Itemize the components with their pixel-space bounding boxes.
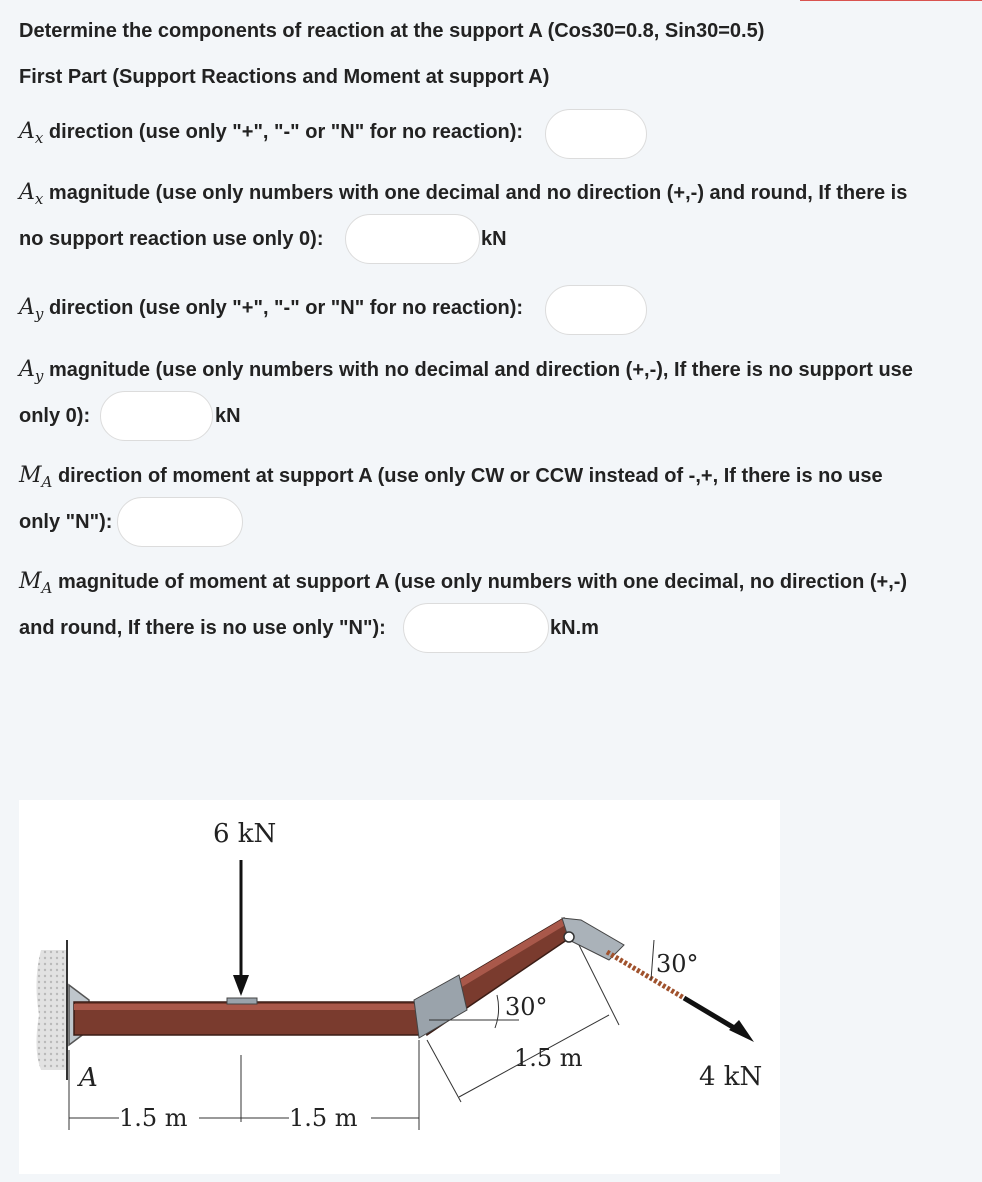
q3-text: direction (use only "+", "-" or "N" for no reaction): (48, 297, 524, 319)
cable-angle-ref (651, 940, 654, 980)
q4-text-line2: only 0): (19, 405, 91, 427)
part-title: First Part (Support Reactions and Moment at support A) (19, 66, 550, 88)
dim2-label: 1.5 m (289, 1104, 358, 1132)
cable-angle-label: 30° (656, 950, 699, 978)
q6-symbol: $M_A$ (19, 569, 53, 597)
q1-text: direction (use only "+", "-" or "N" for no reaction): (48, 121, 524, 143)
q3-label (19, 295, 523, 323)
q3-symbol: $A_y$ (19, 295, 44, 323)
dim3-ext-1 (427, 1040, 461, 1102)
support-a-label: A (79, 1063, 98, 1093)
q5-symbol: $M_A$ (19, 463, 53, 491)
beam-diagram (19, 800, 780, 1174)
dim1-label: 1.5 m (119, 1104, 188, 1132)
cable-load-arrowhead (729, 1020, 754, 1042)
ma-direction-input[interactable] (117, 497, 243, 547)
load-plate (227, 998, 257, 1004)
q2-symbol: $A_x$ (19, 180, 44, 208)
question-title: Determine the components of reaction at the support A (Cos30=0.8, Sin30=0.5) (19, 20, 765, 42)
q1-symbol: $A_x$ (19, 119, 44, 147)
ay-direction-input[interactable] (545, 285, 647, 335)
splice-plate (414, 975, 467, 1038)
wall-support (36, 950, 67, 1070)
top-accent-line (800, 0, 982, 1)
cable-load-label: 4 kN (699, 1062, 763, 1092)
ay-magnitude-unit: kN (215, 405, 241, 427)
pin (564, 932, 574, 942)
beam-highlight (74, 1004, 419, 1010)
q5-text: direction of moment at support A (use only CW or CCW instead of -,+, If there is no use (57, 465, 883, 487)
ma-magnitude-input[interactable] (403, 603, 549, 653)
dim3-label: 1.5 m (514, 1044, 583, 1072)
vertical-load-label: 6 kN (213, 819, 277, 849)
ax-magnitude-input[interactable] (345, 214, 480, 264)
q2-text: magnitude (use only numbers with one decimal and no direction (+,-) and round, If there is (48, 182, 908, 204)
beam-figure (19, 800, 780, 1174)
q4-label (19, 357, 913, 385)
q1-label (19, 119, 523, 147)
beam-angle-label: 30° (505, 993, 548, 1021)
beam-angle-arc (495, 995, 499, 1028)
ax-direction-input[interactable] (545, 109, 647, 159)
q5-label (19, 463, 883, 491)
ay-magnitude-input[interactable] (100, 391, 213, 441)
q2-text-line2: no support reaction use only 0): (19, 228, 324, 250)
q2-label (19, 180, 907, 208)
q4-symbol: $A_y$ (19, 357, 44, 385)
q6-text: magnitude of moment at support A (use only numbers with one decimal, no direction (+,-) (57, 571, 908, 593)
ma-magnitude-unit: kN.m (550, 617, 599, 639)
ax-magnitude-unit: kN (481, 228, 507, 250)
q6-label (19, 569, 907, 597)
q5-text-line2: only "N"): (19, 511, 113, 533)
q6-text-line2: and round, If there is no use only "N"): (19, 617, 386, 639)
vertical-load-arrowhead (233, 975, 249, 996)
q4-text: magnitude (use only numbers with no decimal and direction (+,-), If there is no support use (48, 359, 913, 381)
